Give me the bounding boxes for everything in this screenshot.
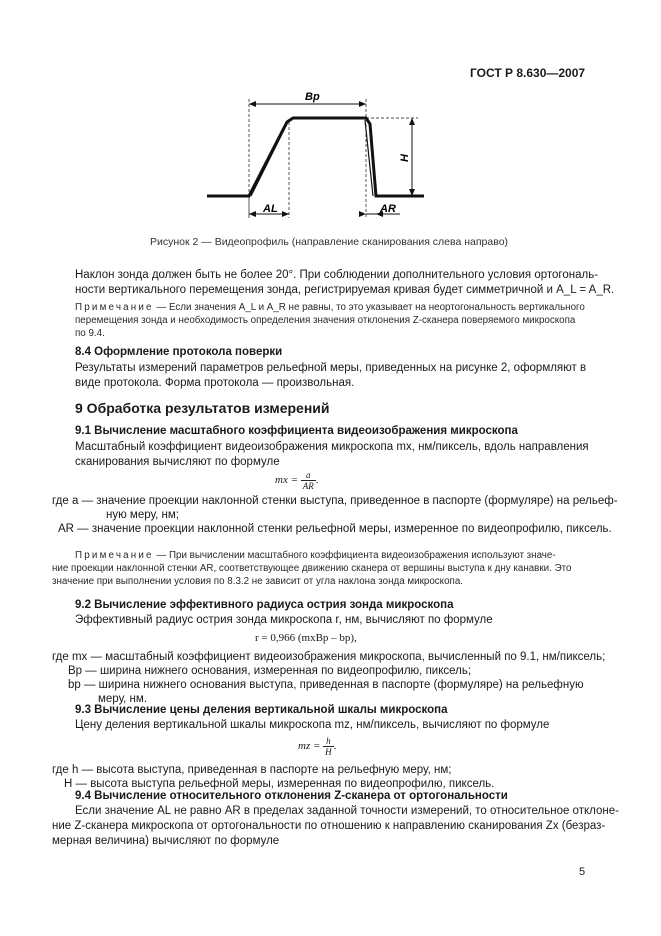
profile-curve: [207, 118, 424, 196]
formula-mz: mz = $\frac{h}{H}$ .: [298, 736, 337, 757]
section-8-4-line-2: виде протокола. Форма протокола — произвольная.: [75, 377, 355, 389]
section-9-3-title: 9.3 Вычисление цены деления вертикальной шкалы микроскопа: [75, 704, 448, 716]
definition-a: где a — значение проекции наклонной стенки выступа, приведенное в паспорте (формуляре) на рельеф-: [52, 495, 618, 507]
video-profile-figure: [0, 0, 661, 236]
label-h: H: [399, 154, 411, 162]
note-2-line-1: Примечание — При вычислении масштабного коэффициента видеоизображения используют значе-: [75, 550, 556, 561]
section-9-3-line-1: Цену деления вертикальной шкалы микроскопа mz, нм/пиксель, вычисляют по формуле: [75, 719, 550, 731]
note-1-label: Примечание: [75, 302, 154, 313]
profile-left-edge: [251, 120, 289, 196]
document-header: ГОСТ Р 8.630—2007: [470, 66, 586, 80]
section-9-1-line-1: Масштабный коэффициент видеоизображения микроскопа mx, нм/пиксель, вдоль направления: [75, 441, 589, 453]
figure-caption: Рисунок 2 — Видеопрофиль (направление сканирования слева направо): [150, 236, 509, 248]
paragraph-slope-1: Наклон зонда должен быть не более 20°. При соблюдении дополнительного условия ортогональ-: [75, 269, 599, 281]
section-9-4-line-2: ние Z-сканера микроскопа от ортогональности по отношению к направлению сканирования Zx (безраз-: [52, 820, 606, 832]
definition-ar: AR — значение проекции наклонной стенки рельефной меры, измеренное по видеопрофилю, пиксель.: [58, 523, 612, 535]
note-2-line-2: ние проекции наклонной стенки AR, соответствующее движению сканера от вершины выступа к дну канавки. Это: [52, 563, 572, 574]
label-ar: AR: [380, 203, 396, 215]
page-number: 5: [579, 866, 586, 878]
section-8-4-line-1: Результаты измерений параметров рельефной меры, приведенных на рисунке 2, оформляют в: [75, 362, 587, 374]
definition-h-upper: H — высота выступа рельефной меры, измеренная по видеопрофилю, пиксель.: [64, 778, 495, 790]
label-bp: Bp: [305, 91, 320, 103]
formula-mx: mx = $\frac{a}{AR}$ .: [275, 470, 319, 491]
definition-bp-lower-cont: меру, нм.: [98, 693, 148, 705]
section-9-title: 9 Обработка результатов измерений: [75, 400, 330, 416]
definition-a-cont: ную меру, нм;: [106, 509, 179, 521]
section-9-4-line-3: мерная величина) вычисляют по формуле: [52, 835, 280, 847]
section-9-1-title: 9.1 Вычисление масштабного коэффициента видеоизображения микроскопа: [75, 425, 518, 437]
label-al: AL: [263, 203, 278, 215]
note-1-line-2: перемещения зонда и необходимость определения значения отклонения Z-сканера поверяемого микроскопа: [75, 315, 576, 326]
definition-bp-upper: Bp — ширина нижнего основания, измеренная по видеопрофилю, пиксель;: [68, 665, 472, 677]
section-9-4-title: 9.4 Вычисление относительного отклонения Z-сканера от ортогональности: [75, 790, 508, 802]
paragraph-slope-2: ности вертикального перемещения зонда, регистрируемая кривая будет симметричной и A_L = A_R.: [75, 284, 615, 296]
note-1-line-3: по 9.4.: [75, 328, 105, 339]
section-9-4-line-1: Если значение AL не равно AR в пределах заданной точности измерений, то относительное отклоне-: [75, 805, 619, 817]
note-1-line-1: Примечание — Если значения A_L и A_R не равны, то это указывает на неортогональность вертикального: [75, 302, 585, 313]
formula-r: r = 0,966 (mxBp – bp),: [255, 632, 357, 644]
note-2-line-3: значение при выполнении условия по 8.3.2 не зависит от угла наклона зонда микроскопа.: [52, 576, 463, 587]
section-9-2-line-1: Эффективный радиус острия зонда микроскопа r, нм, вычисляют по формуле: [75, 614, 493, 626]
section-9-2-title: 9.2 Вычисление эффективного радиуса острия зонда микроскопа: [75, 599, 454, 611]
section-8-4-title: 8.4 Оформление протокола поверки: [75, 346, 283, 358]
definition-h-lower: где h — высота выступа, приведенная в паспорте на рельефную меру, нм;: [52, 764, 452, 776]
definition-mx: где mx — масштабный коэффициент видеоизображения микроскопа, вычисленный по 9.1, нм/пиксель;: [52, 651, 606, 663]
note-2-label: Примечание: [75, 550, 154, 561]
section-9-1-line-2: сканирования вычисляют по формуле: [75, 456, 280, 468]
definition-bp-lower: bp — ширина нижнего основания выступа, приведенная в паспорте (формуляре) на рельефную: [68, 679, 584, 691]
